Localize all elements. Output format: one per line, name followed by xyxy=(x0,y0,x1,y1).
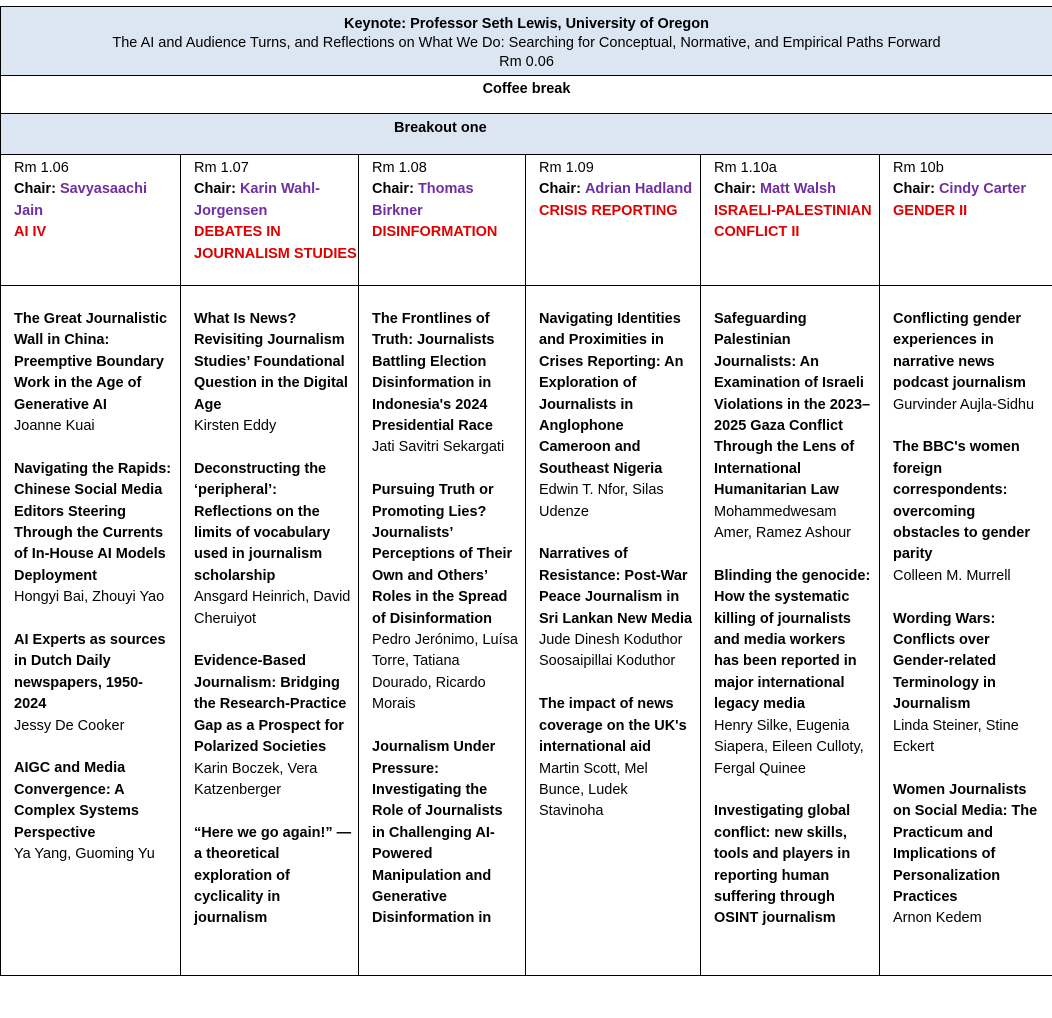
paper-title: The Great Journalistic Wall in China: Preemptive Boundary Work in the Age of Generative AI xyxy=(14,311,168,413)
session-chair: Cindy Carter xyxy=(938,181,1026,198)
paper-item xyxy=(372,309,519,459)
paper-item xyxy=(893,437,1046,587)
paper-title: “Here we go again!” — a theoretical exploration of cyclicality in journalism xyxy=(194,824,352,927)
chair-label: Chair: xyxy=(714,181,756,198)
paper-title: The Frontlines of Truth: Journalists Battling Election Disinformation in Indonesia's 2024 Presidential Race xyxy=(372,311,495,435)
session-papers xyxy=(1,286,180,976)
paper-title: Investigating global conflict: new skills, tools and players in reporting human suffering through OSINT journalism xyxy=(714,803,851,927)
session-topic: DEBATES IN JOURNALISM STUDIES xyxy=(194,224,357,262)
coffee-break-row xyxy=(0,76,1052,114)
paper-item xyxy=(539,309,694,523)
session-column xyxy=(0,155,180,976)
paper-item xyxy=(893,609,1046,759)
session-papers xyxy=(526,286,700,976)
paper-authors: Jati Savitri Sekargati xyxy=(372,439,505,456)
session-chair: Adrian Hadland xyxy=(584,181,693,198)
paper-item xyxy=(14,459,174,609)
paper-authors: Ya Yang, Guoming Yu xyxy=(14,846,155,863)
session-column xyxy=(700,155,879,976)
session-column xyxy=(525,155,700,976)
paper-item xyxy=(539,544,694,672)
session-chair: Savyasaachi Jain xyxy=(14,181,148,219)
paper-authors: Jude Dinesh Koduthor Soosaipillai Koduthor xyxy=(539,632,683,670)
chair-label: Chair: xyxy=(893,181,935,198)
paper-item xyxy=(194,651,352,801)
paper-title: AIGC and Media Convergence: A Complex Systems Perspective xyxy=(14,760,139,841)
session-room: Rm 1.09 xyxy=(539,160,594,176)
sessions-grid xyxy=(0,155,1052,976)
session-room: Rm 10b xyxy=(893,160,944,176)
session-papers xyxy=(880,286,1052,976)
paper-authors: Mohammedwesam Amer, Ramez Ashour xyxy=(714,503,851,542)
paper-item xyxy=(194,309,352,437)
session-chair: Karin Wahl-Jorgensen xyxy=(194,181,320,219)
paper-authors: Arnon Kedem xyxy=(893,910,982,927)
paper-item xyxy=(14,630,174,737)
coffee-break-label: Coffee break xyxy=(482,81,571,97)
session-header xyxy=(526,155,700,286)
session-column xyxy=(358,155,525,976)
paper-authors: Kirsten Eddy xyxy=(194,418,277,435)
paper-authors: Ansgard Heinrich, David Cheruiyot xyxy=(194,589,351,627)
session-papers xyxy=(701,286,879,976)
paper-authors: Linda Steiner, Stine Eckert xyxy=(893,717,1019,756)
paper-item xyxy=(714,566,873,780)
session-topic: AI IV xyxy=(14,224,47,241)
paper-title: AI Experts as sources in Dutch Daily newspapers, 1950-2024 xyxy=(14,632,166,713)
paper-title: Evidence-Based Journalism: Bridging the Research-Practice Gap as a Prospect for Polarized Societies xyxy=(194,653,347,756)
paper-title: Navigating Identities and Proximities in Crises Reporting: An Exploration of Journalists in Anglophone Cameroon and Southeast Nigeria xyxy=(539,311,684,477)
paper-item xyxy=(714,309,873,544)
chair-label: Chair: xyxy=(14,181,56,198)
table-bottom-border xyxy=(0,975,1052,976)
session-papers xyxy=(181,286,358,976)
paper-title: Pursuing Truth or Promoting Lies? Journalists’ Perceptions of Their Own and Others’ Roles in the Spread of Disinformation xyxy=(372,482,513,627)
session-header xyxy=(359,155,525,286)
chair-label: Chair: xyxy=(194,181,236,198)
paper-authors: Pedro Jerónimo, Luísa Torre, Tatiana Dourado, Ricardo Morais xyxy=(372,632,518,713)
paper-item xyxy=(194,459,352,630)
session-topic: GENDER II xyxy=(893,202,968,219)
paper-title: Narratives of Resistance: Post-War Peace Journalism in Sri Lankan New Media xyxy=(539,546,693,627)
paper-item xyxy=(194,823,352,930)
paper-item xyxy=(372,737,519,930)
paper-title: Deconstructing the ‘peripheral’: Reflections on the limits of vocabulary used in journalism scholarship xyxy=(194,460,331,584)
session-topic: ISRAELI-PALESTINIAN CONFLICT II xyxy=(714,202,872,241)
session-room: Rm 1.08 xyxy=(372,160,427,176)
paper-item xyxy=(539,694,694,822)
paper-authors: Henry Silke, Eugenia Siapera, Eileen Culloty, Fergal Quinee xyxy=(714,717,864,777)
paper-item xyxy=(14,309,174,437)
paper-item xyxy=(714,801,873,929)
keynote-room: Rm 0.06 xyxy=(499,54,554,70)
paper-title: Conflicting gender experiences in narrative news podcast journalism xyxy=(893,311,1026,392)
keynote-banner xyxy=(0,6,1052,76)
session-column xyxy=(879,155,1052,976)
paper-authors: Hongyi Bai, Zhouyi Yao xyxy=(14,589,165,606)
keynote-title: Keynote: Professor Seth Lewis, University of Oregon xyxy=(344,16,709,32)
paper-title: Wording Wars: Conflicts over Gender-related Terminology in Journalism xyxy=(893,610,997,713)
chair-label: Chair: xyxy=(539,181,581,198)
paper-item xyxy=(893,309,1046,416)
paper-authors: Karin Boczek, Vera Katzenberger xyxy=(194,760,318,798)
paper-title: The impact of news coverage on the UK's international aid xyxy=(539,696,687,756)
paper-item xyxy=(893,780,1046,930)
paper-authors: Gurvinder Aujla-Sidhu xyxy=(893,396,1035,413)
paper-title: Blinding the genocide: How the systematic killing of journalists and media workers has been reported in major international legacy media xyxy=(714,567,871,713)
breakout-header-row xyxy=(0,114,1052,155)
paper-authors: Colleen M. Murrell xyxy=(893,567,1011,584)
paper-title: Journalism Under Pressure: Investigating the Role of Journalists in Challenging AI-Powered Manipulation and Generative Disinformation in xyxy=(372,739,503,927)
session-chair: Thomas Birkner xyxy=(372,181,474,219)
paper-title: Navigating the Rapids: Chinese Social Media Editors Steering Through the Currents of In-House AI Models Deployment xyxy=(14,460,172,584)
session-topic: CRISIS REPORTING xyxy=(539,202,678,219)
session-room: Rm 1.10a xyxy=(714,160,777,176)
breakout-label: Breakout one xyxy=(394,120,487,136)
paper-authors: Jessy De Cooker xyxy=(14,717,125,734)
paper-item xyxy=(14,758,174,865)
session-topic: DISINFORMATION xyxy=(372,224,498,241)
keynote-talk-title: The AI and Audience Turns, and Reflections on What We Do: Searching for Conceptual, Normative, and Empirical Paths Forward xyxy=(112,35,941,51)
paper-title: What Is News? Revisiting Journalism Studies’ Foundational Question in the Digital Age xyxy=(194,311,348,413)
paper-item xyxy=(372,480,519,715)
session-header xyxy=(880,155,1052,286)
paper-title: Women Journalists on Social Media: The Practicum and Implications of Personalization Practices xyxy=(893,781,1038,905)
session-header xyxy=(701,155,879,286)
paper-title: The BBC's women foreign correspondents: overcoming obstacles to gender parity xyxy=(893,439,1030,563)
session-room: Rm 1.07 xyxy=(194,160,249,176)
session-header xyxy=(1,155,180,286)
chair-label: Chair: xyxy=(372,181,414,198)
paper-authors: Martin Scott, Mel Bunce, Ludek Stavinoha xyxy=(539,760,648,820)
session-room: Rm 1.06 xyxy=(14,160,69,176)
session-column xyxy=(180,155,358,976)
session-chair: Matt Walsh xyxy=(759,181,836,198)
paper-authors: Edwin T. Nfor, Silas Udenze xyxy=(539,482,664,520)
paper-title: Safeguarding Palestinian Journalists: An Examination of Israeli Violations in the 2023–2025 Gaza Conflict Through the Lens of International Humanitarian Law xyxy=(714,311,871,499)
paper-authors: Joanne Kuai xyxy=(14,418,95,435)
session-papers xyxy=(359,286,525,976)
session-header xyxy=(181,155,358,286)
